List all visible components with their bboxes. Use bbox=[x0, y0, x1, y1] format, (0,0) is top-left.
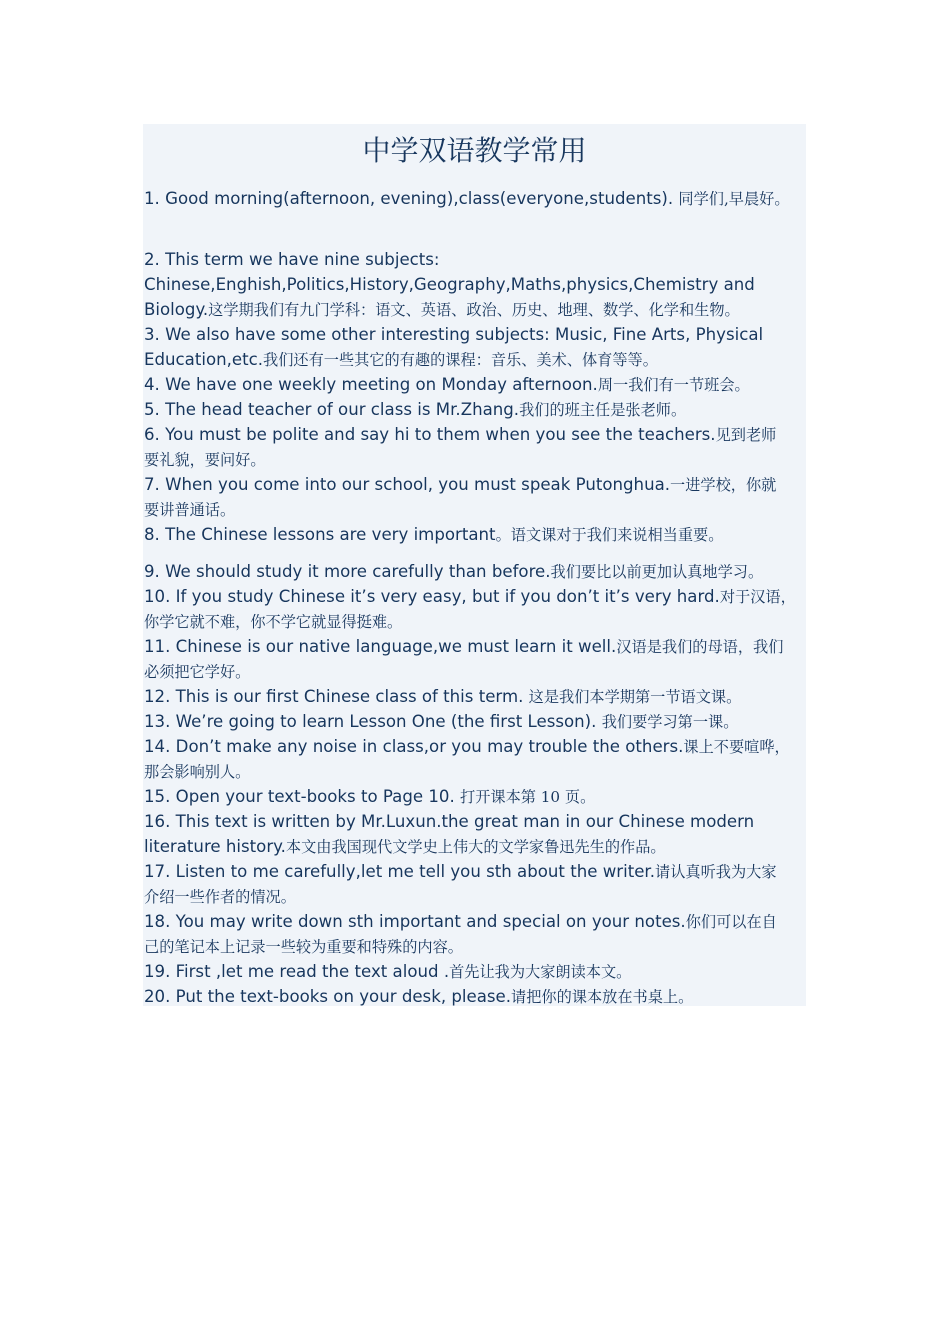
chinese-text: 那会影响别人。 bbox=[144, 763, 251, 781]
english-text: 18. You may write down sth important and special on your notes. bbox=[144, 912, 686, 931]
english-text: 4. We have one weekly meeting on Monday afternoon. bbox=[144, 375, 598, 394]
chinese-text: 要讲普通话。 bbox=[144, 501, 236, 519]
phrase-line bbox=[144, 584, 796, 610]
english-text: 6. You must be polite and say hi to them when you see the teachers. bbox=[144, 425, 716, 444]
chinese-text: 这是我们本学期第一节语文课。 bbox=[528, 688, 742, 706]
phrase-line bbox=[144, 186, 790, 212]
phrase-line bbox=[144, 809, 754, 834]
english-text: 12. This is our first Chinese class of this term. bbox=[144, 687, 529, 706]
english-text: Biology. bbox=[144, 300, 209, 319]
chinese-text: 你们可以在自 bbox=[685, 913, 777, 931]
chinese-text: 打开课本第 10 页。 bbox=[460, 788, 596, 806]
english-text: 11. Chinese is our native language,we must learn it well. bbox=[144, 637, 617, 656]
chinese-text: 请认真听我为大家 bbox=[655, 863, 777, 881]
english-text: 9. We should study it more carefully than before. bbox=[144, 562, 551, 581]
chinese-text: 对于汉语， bbox=[719, 588, 796, 606]
phrase-line bbox=[144, 297, 740, 323]
chinese-text: 我们还有一些其它的有趣的课程：音乐、美术、体育等等。 bbox=[263, 351, 658, 369]
chinese-text: 课上不要喧哗， bbox=[683, 738, 790, 756]
phrase-line bbox=[144, 397, 686, 423]
english-text: Chinese,Enghish,Politics,History,Geography,Maths,physics,Chemistry and bbox=[144, 275, 755, 294]
english-text: 2. This term we have nine subjects: bbox=[144, 250, 440, 269]
phrase-line bbox=[144, 634, 783, 660]
english-text: 3. We also have some other interesting subjects: Music, Fine Arts, Physical bbox=[144, 325, 764, 344]
phrase-line bbox=[144, 559, 763, 585]
phrase-line bbox=[144, 909, 777, 935]
chinese-text: 你学它就不难，你不学它就显得挺难。 bbox=[144, 613, 403, 631]
english-text: 20. Put the text-books on your desk, please. bbox=[144, 987, 512, 1006]
chinese-text: 首先让我为大家朗读本文。 bbox=[449, 963, 632, 981]
phrase-line bbox=[144, 859, 777, 885]
phrase-line bbox=[144, 834, 666, 860]
chinese-text: 这学期我们有九门学科：语文、英语、政治、历史、地理、数学、化学和生物。 bbox=[208, 301, 740, 319]
english-text: 13. We’re going to learn Lesson One (the first Lesson). bbox=[144, 712, 602, 731]
chinese-text: 。语文课对于我们来说相当重要。 bbox=[495, 526, 724, 544]
phrase-line bbox=[144, 659, 250, 685]
phrase-line bbox=[144, 322, 763, 347]
phrase-line bbox=[144, 272, 755, 297]
phrase-line bbox=[144, 372, 750, 398]
phrase-line bbox=[144, 422, 776, 448]
english-text: 1. Good morning(afternoon, evening),class(everyone,students). bbox=[144, 189, 679, 208]
chinese-text: 必须把它学好。 bbox=[144, 663, 251, 681]
chinese-text: 要礼貌，要问好。 bbox=[144, 451, 266, 469]
english-text: 10. If you study Chinese it’s very easy, but if you don’t it’s very hard. bbox=[144, 587, 720, 606]
chinese-text: 汉语是我们的母语，我们 bbox=[616, 638, 784, 656]
english-text: 19. First ,let me read the text aloud . bbox=[144, 962, 450, 981]
chinese-text: 我们要学习第一课。 bbox=[601, 713, 739, 731]
english-text: 8. The Chinese lessons are very important bbox=[144, 525, 496, 544]
document-title: 中学双语教学常用 bbox=[362, 134, 587, 167]
phrase-line bbox=[144, 759, 250, 785]
english-text: literature history. bbox=[144, 837, 286, 856]
english-text: Education,etc. bbox=[144, 350, 264, 369]
document-panel bbox=[143, 124, 806, 1006]
phrase-line bbox=[144, 734, 790, 760]
phrase-line bbox=[144, 959, 631, 985]
phrase-line bbox=[144, 984, 693, 1010]
english-text: 7. When you come into our school, you must speak Putonghua. bbox=[144, 475, 671, 494]
english-text: 17. Listen to me carefully,let me tell you sth about the writer. bbox=[144, 862, 656, 881]
chinese-text: 见到老师 bbox=[715, 426, 777, 444]
chinese-text: 同学们,早晨好。 bbox=[678, 190, 790, 208]
phrase-line bbox=[144, 884, 296, 910]
chinese-text: 介绍一些作者的情况。 bbox=[144, 888, 296, 906]
chinese-text: 本文由我国现代文学史上伟大的文学家鲁迅先生的作品。 bbox=[285, 838, 666, 856]
chinese-text: 请把你的课本放在书桌上。 bbox=[511, 988, 694, 1006]
phrase-line bbox=[144, 447, 266, 473]
chinese-text: 周一我们有一节班会。 bbox=[597, 376, 750, 394]
phrase-line bbox=[144, 709, 738, 735]
english-text: 14. Don’t make any noise in class,or you may trouble the others. bbox=[144, 737, 684, 756]
chinese-text: 我们要比以前更加认真地学习。 bbox=[550, 563, 764, 581]
english-text: 15. Open your text-books to Page 10. bbox=[144, 787, 460, 806]
english-text: 16. This text is written by Mr.Luxun.the great man in our Chinese modern bbox=[144, 812, 755, 831]
phrase-line bbox=[144, 609, 402, 635]
phrase-line bbox=[144, 784, 595, 810]
phrase-line bbox=[144, 522, 723, 548]
phrase-line bbox=[144, 347, 658, 373]
phrase-line bbox=[144, 684, 741, 710]
chinese-text: 我们的班主任是张老师。 bbox=[519, 401, 687, 419]
phrase-line bbox=[144, 934, 463, 960]
phrase-line bbox=[144, 497, 235, 523]
chinese-text: 一进学校，你就 bbox=[670, 476, 777, 494]
phrase-line bbox=[144, 247, 440, 272]
english-text: 5. The head teacher of our class is Mr.Zhang. bbox=[144, 400, 520, 419]
phrase-line bbox=[144, 472, 776, 498]
chinese-text: 己的笔记本上记录一些较为重要和特殊的内容。 bbox=[144, 938, 463, 956]
